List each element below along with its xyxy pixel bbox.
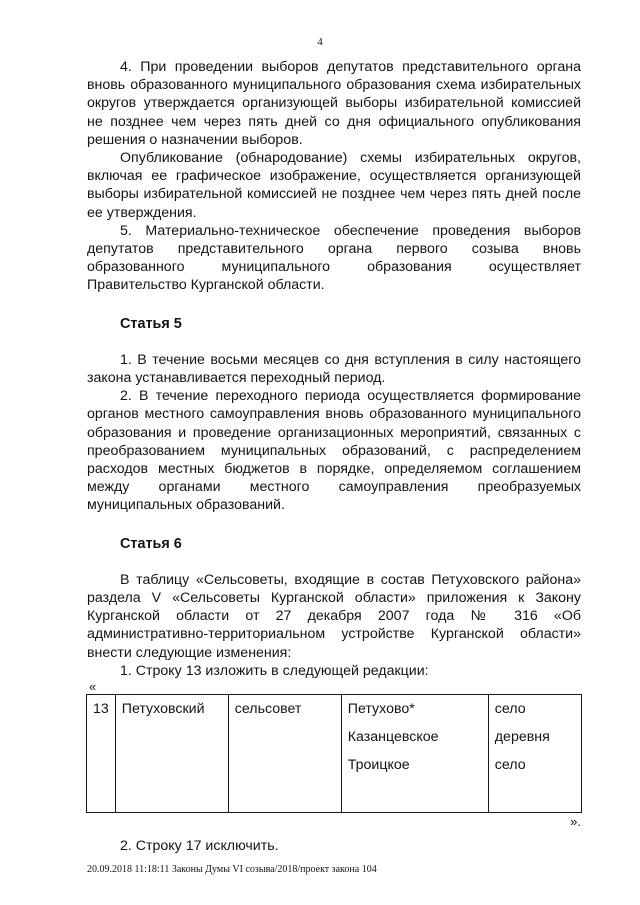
article-6-item-2: 2. Строку 17 исключить.: [120, 838, 279, 855]
page-number: 4: [317, 36, 323, 48]
article-5-paragraph-2: 2. В течение переходного периода осуществляется формирование органов местного самоуправления вновь образованного муниципального образования и проведение организационных мероприятий, связанных с преобразованием муниципальных образований, с распределением расходов местных бюджетов в порядке, определяемом соглашением между органами местного самоуправления преобразуемых муниципальных образований.: [87, 388, 581, 514]
row-number-cell: [87, 695, 116, 813]
settlement-names-cell: [341, 695, 488, 813]
paragraph-4-electoral-scheme: 4. При проведении выборов депутатов представительного органа вновь образованного муниципального образования схема избирательных округов утверждается организующей выборы избирательной комиссией не позднее чем через пять дней со дня официального опубликования решения о назначении выборов.: [87, 59, 581, 148]
settlement-name: Казанцевское: [347, 729, 439, 746]
municipality-type: сельсовет: [234, 701, 302, 718]
settlement-kind: село: [494, 701, 526, 718]
table-row: [87, 695, 582, 813]
settlements-table: [86, 694, 582, 813]
settlement-kind: деревня: [494, 729, 550, 746]
article-6-intro: В таблицу «Сельсоветы, входящие в состав Петуховского района» раздела V «Сельсоветы Курганской области» приложения к Закону Курганской области от 27 декабря 2007 года № 316 «Об административно-территориальном устройстве Курганской области» внести следующие изменения:: [87, 571, 581, 661]
article-6-item-1: 1. Строку 13 изложить в следующей редакции:: [120, 662, 429, 679]
district-name: Петуховский: [121, 701, 205, 718]
settlement-kind: село: [494, 757, 526, 774]
document-body: [87, 58, 581, 855]
type-cell: [228, 695, 341, 813]
footer-file-path: 20.09.2018 11:18:11 Законы Думы VI созыва/2018/проект закона 104: [87, 864, 377, 875]
settlement-kinds-cell: [488, 695, 581, 813]
paragraph-5-funding: 5. Материально-техническое обеспечение проведения выборов депутатов представительного органа первого созыва вновь образованного муниципального образования осуществляет Правительство Курганской области.: [87, 222, 581, 294]
closing-quote: ».: [570, 814, 581, 830]
article-6-heading: Статья 6: [120, 535, 182, 552]
settlement-name: Троицкое: [347, 757, 410, 774]
opening-quote: «: [89, 679, 97, 695]
settlement-name: Петухово*: [347, 701, 415, 718]
row-number: 13: [93, 701, 109, 718]
district-cell: [115, 695, 228, 813]
article-5-heading: Статья 5: [120, 315, 182, 332]
article-5-paragraph-1: 1. В течение восьми месяцев со дня вступления в силу настоящего закона устанавливается переходный период.: [87, 351, 581, 387]
paragraph-publication: Опубликование (обнародование) схемы избирательных округов, включая ее графическое изображение, осуществляется организующей выборы избирательной комиссией не позднее чем через пять дней после ее утверждения.: [87, 150, 581, 221]
